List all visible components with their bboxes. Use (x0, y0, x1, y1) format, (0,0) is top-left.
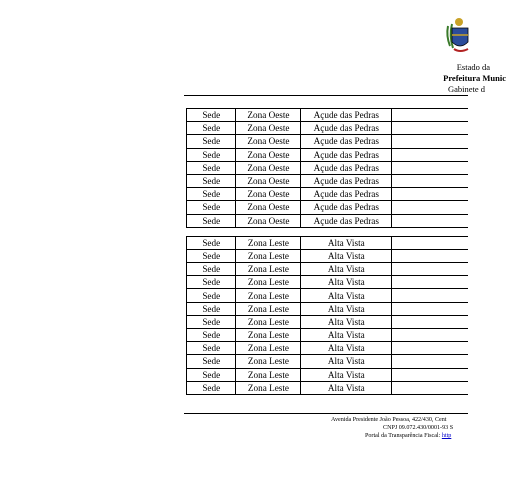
table-row (187, 201, 469, 214)
cell-district: Sede (187, 355, 236, 368)
cell-neighborhood: Açude das Pedras (301, 122, 392, 135)
cell-district: Sede (187, 214, 236, 227)
cell-empty (392, 135, 468, 148)
table-row (187, 276, 469, 289)
header-city-hall: Prefeitura Munic (443, 73, 506, 83)
cell-zone: Zona Leste (236, 315, 301, 328)
cell-neighborhood: Alta Vista (301, 381, 392, 394)
cell-zone: Zona Oeste (236, 201, 301, 214)
cell-empty (392, 289, 468, 302)
cell-neighborhood: Açude das Pedras (301, 148, 392, 161)
cell-neighborhood: Alta Vista (301, 355, 392, 368)
footer-portal-link[interactable]: http (441, 433, 452, 439)
cell-district: Sede (187, 109, 236, 122)
cell-district: Sede (187, 174, 236, 187)
cell-empty (392, 276, 468, 289)
table-row (187, 263, 469, 276)
cell-empty (392, 249, 468, 262)
cell-empty (392, 381, 468, 394)
cell-empty (392, 302, 468, 315)
cell-district: Sede (187, 122, 236, 135)
cell-zone: Zona Oeste (236, 122, 301, 135)
cell-zone: Zona Oeste (236, 214, 301, 227)
header-office: Gabinete d (447, 84, 485, 94)
table-row (187, 236, 469, 249)
cell-district: Sede (187, 263, 236, 276)
cell-district: Sede (187, 368, 236, 381)
cell-zone: Zona Leste (236, 249, 301, 262)
cell-neighborhood: Alta Vista (301, 276, 392, 289)
cell-zone: Zona Leste (236, 342, 301, 355)
header-divider (184, 95, 468, 96)
footer-portal (365, 433, 451, 439)
cell-empty (392, 148, 468, 161)
table-row (187, 368, 469, 381)
cell-empty (392, 329, 468, 342)
cell-zone: Zona Leste (236, 329, 301, 342)
cell-district: Sede (187, 236, 236, 249)
table-row (187, 188, 469, 201)
cell-empty (392, 315, 468, 328)
table-row (187, 214, 469, 227)
table-row (187, 329, 469, 342)
cell-empty (392, 188, 468, 201)
cell-zone: Zona Leste (236, 276, 301, 289)
cell-district: Sede (187, 315, 236, 328)
cell-empty (392, 342, 468, 355)
cell-district: Sede (187, 289, 236, 302)
footer-cnpj: CNPJ 09.072.430/0001-93 S (383, 425, 454, 431)
cell-zone: Zona Oeste (236, 135, 301, 148)
table-row (187, 122, 469, 135)
cell-neighborhood: Açude das Pedras (301, 201, 392, 214)
cell-empty (392, 201, 468, 214)
table-row (187, 148, 469, 161)
footer-address: Avenida Presidente João Pessoa, 422/430, Cent (331, 417, 447, 423)
cell-neighborhood: Alta Vista (301, 302, 392, 315)
cell-district: Sede (187, 302, 236, 315)
cell-zone: Zona Leste (236, 236, 301, 249)
table-row (187, 249, 469, 262)
table-row (187, 355, 469, 368)
cell-neighborhood: Açude das Pedras (301, 161, 392, 174)
table-row (187, 302, 469, 315)
table-row (187, 289, 469, 302)
table-row (187, 315, 469, 328)
cell-neighborhood: Açude das Pedras (301, 109, 392, 122)
cell-neighborhood: Açude das Pedras (301, 214, 392, 227)
cell-empty (392, 214, 468, 227)
table-row (187, 109, 469, 122)
cell-district: Sede (187, 342, 236, 355)
cell-zone: Zona Leste (236, 289, 301, 302)
cell-district: Sede (187, 188, 236, 201)
cell-neighborhood: Alta Vista (301, 342, 392, 355)
municipal-coat-of-arms-icon (444, 16, 472, 56)
footer-divider (184, 413, 468, 414)
cell-district: Sede (187, 135, 236, 148)
cell-zone: Zona Oeste (236, 148, 301, 161)
cell-district: Sede (187, 249, 236, 262)
table-row (187, 161, 469, 174)
cell-zone: Zona Oeste (236, 188, 301, 201)
cell-empty (392, 161, 468, 174)
cell-district: Sede (187, 276, 236, 289)
cell-neighborhood: Alta Vista (301, 329, 392, 342)
cell-neighborhood: Alta Vista (301, 236, 392, 249)
cell-neighborhood: Açude das Pedras (301, 174, 392, 187)
cell-zone: Zona Oeste (236, 109, 301, 122)
cell-neighborhood: Alta Vista (301, 263, 392, 276)
table-row (187, 342, 469, 355)
cell-district: Sede (187, 161, 236, 174)
cell-empty (392, 174, 468, 187)
cell-zone: Zona Oeste (236, 161, 301, 174)
cell-district: Sede (187, 329, 236, 342)
cell-empty (392, 368, 468, 381)
cell-zone: Zona Leste (236, 381, 301, 394)
cell-zone: Zona Leste (236, 302, 301, 315)
cell-neighborhood: Açude das Pedras (301, 135, 392, 148)
cell-zone: Zona Leste (236, 368, 301, 381)
cell-zone: Zona Leste (236, 355, 301, 368)
cell-empty (392, 355, 468, 368)
cell-empty (392, 109, 468, 122)
cell-neighborhood: Alta Vista (301, 289, 392, 302)
group-spacer (187, 227, 469, 236)
cell-district: Sede (187, 148, 236, 161)
cell-empty (392, 263, 468, 276)
locations-table (186, 108, 468, 395)
table-row (187, 135, 469, 148)
table-row (187, 174, 469, 187)
cell-district: Sede (187, 381, 236, 394)
cell-neighborhood: Açude das Pedras (301, 188, 392, 201)
cell-neighborhood: Alta Vista (301, 249, 392, 262)
cell-neighborhood: Alta Vista (301, 315, 392, 328)
cell-zone: Zona Oeste (236, 174, 301, 187)
table-row (187, 381, 469, 394)
cell-zone: Zona Leste (236, 263, 301, 276)
header-state-name: Estado da (456, 62, 490, 72)
footer-portal-label: Portal da Transparência Fiscal: (365, 433, 442, 439)
cell-empty (392, 122, 468, 135)
cell-empty (392, 236, 468, 249)
cell-neighborhood: Alta Vista (301, 368, 392, 381)
cell-district: Sede (187, 201, 236, 214)
